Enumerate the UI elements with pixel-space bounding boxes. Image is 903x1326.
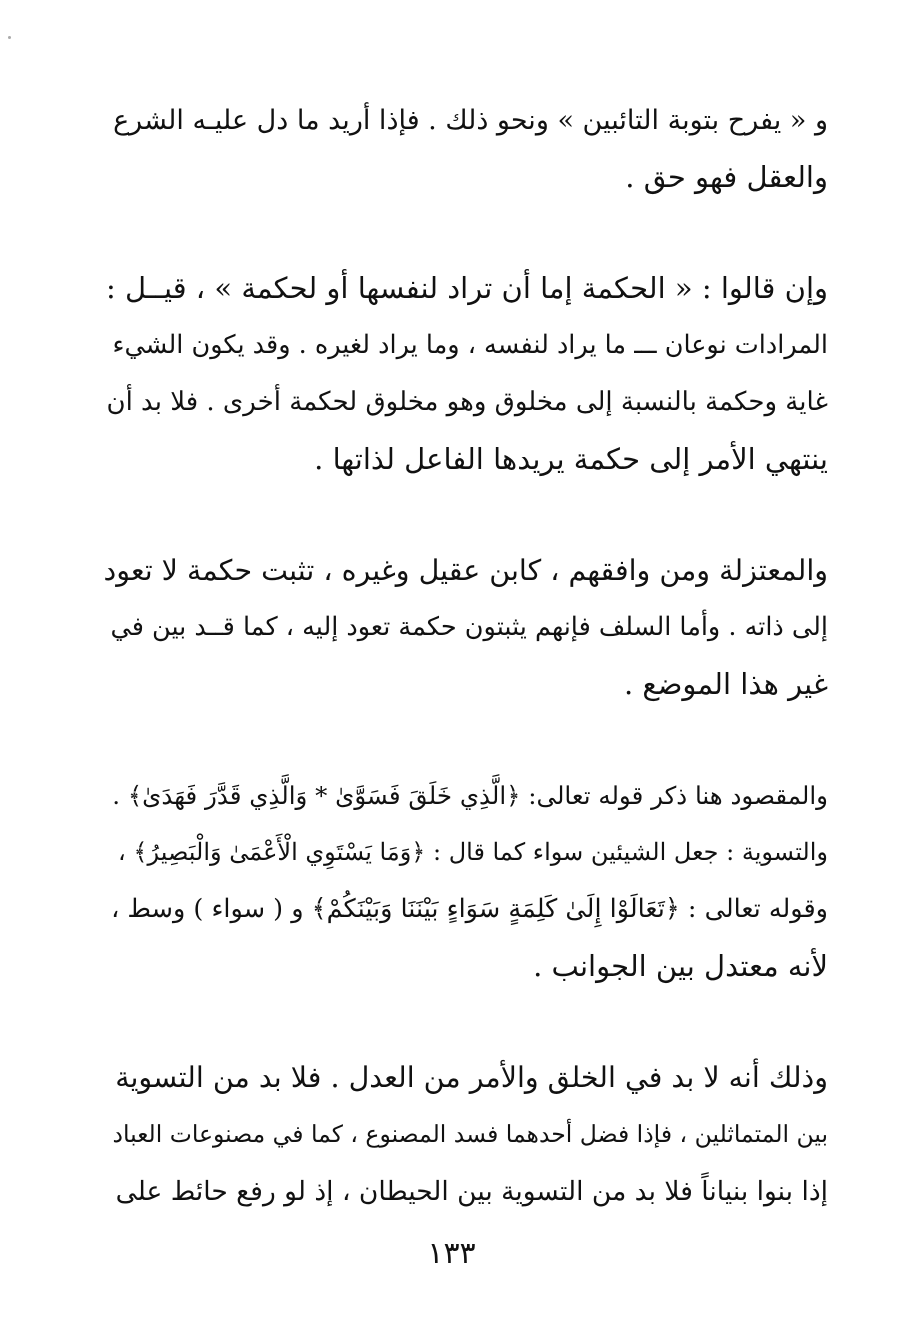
paragraph-4 <box>104 767 828 995</box>
text-line: وإن قالوا : « الحكمة إما أن تراد لنفسها أو لحكمة » ، قيــل : <box>106 271 828 305</box>
paragraph-5 <box>104 1049 828 1220</box>
paragraph-2 <box>104 260 828 488</box>
text-line: بين المتماثلين ، فإذا فضل أحدهما فسد المصنوع ، كما في مصنوعات العباد <box>112 1120 828 1148</box>
text-line: إلى ذاته . وأما السلف فإنهم يثبتون حكمة تعود إليه ، كما قــد بين في <box>110 612 828 642</box>
text-line: والتسوية : جعل الشيئين سواء كما قال : ﴿وَمَا يَسْتَوِي الْأَعْمَىٰ وَالْبَصِيرُ﴾ ، <box>118 838 828 866</box>
text-line: و « يفرح بتوبة التائبين » ونحو ذلك . فإذا أريد ما دل عليـه الشرع <box>113 105 828 136</box>
paragraph-1 <box>104 92 828 206</box>
text-line: المرادات نوعان ـــ ما يراد لنفسه ، وما يراد لغيره . وقد يكون الشيء <box>112 330 828 360</box>
text-line: وذلك أنه لا بد في الخلق والأمر من العدل . فلا بد من التسوية <box>115 1061 828 1094</box>
text-line: والعقل فهو حق . <box>625 160 828 194</box>
page-body <box>104 92 828 1274</box>
text-line: لأنه معتدل بين الجوانب . <box>533 949 828 983</box>
text-line: غير هذا الموضع . <box>623 667 828 701</box>
paragraph-3 <box>104 542 828 713</box>
text-line: والمقصود هنا ذكر قوله تعالى: ﴿الَّذِي خَلَقَ فَسَوَّىٰ * وَالَّذِي قَدَّرَ فَهَدَىٰ﴾ . <box>112 781 828 810</box>
page-number: ١٣٣ <box>427 1236 476 1271</box>
text-line: وقوله تعالى : ﴿تَعَالَوْا إِلَىٰ كَلِمَةٍ سَوَاءٍ بَيْنَنَا وَبَيْنَكُمْ﴾ و ( سواء ) وسط ، <box>111 894 828 924</box>
text-line: ينتهي الأمر إلى حكمة يريدها الفاعل لذاتها . <box>314 442 828 476</box>
scan-speck <box>8 36 11 39</box>
text-line: غاية وحكمة بالنسبة إلى مخلوق وهو مخلوق لحكمة أخرى . فلا بد أن <box>106 387 828 417</box>
text-line: والمعتزلة ومن وافقهم ، كابن عقيل وغيره ، تثبت حكمة لا تعود <box>103 554 828 587</box>
text-line: إذا بنوا بنياناً فلا بد من التسوية بين الحيطان ، إذ لو رفع حائط على <box>115 1176 828 1207</box>
